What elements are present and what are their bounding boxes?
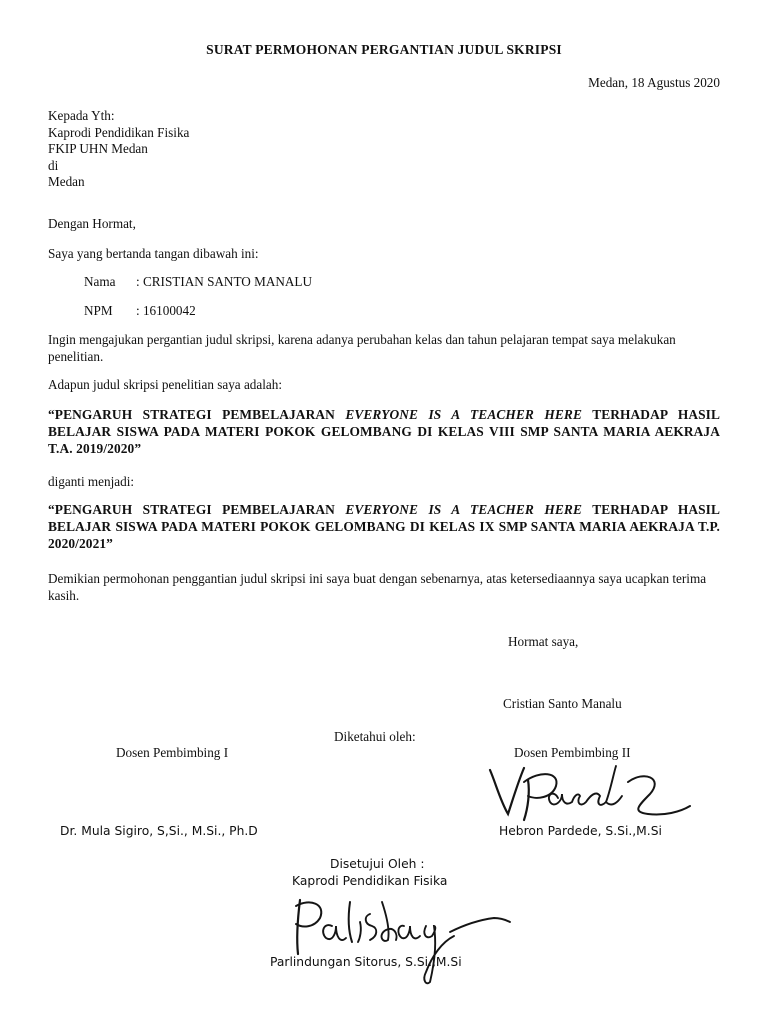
name-label: Nama bbox=[84, 274, 116, 289]
approved-by-label: Disetujui Oleh : bbox=[330, 857, 425, 871]
intro-text: Saya yang bertanda tangan dibawah ini: bbox=[48, 246, 259, 261]
recipient-line: FKIP UHN Medan bbox=[48, 141, 148, 156]
advisor2-name: Hebron Pardede, S.Si.,M.Si bbox=[499, 824, 662, 838]
advisor2-signature bbox=[488, 762, 698, 824]
npm-label: NPM bbox=[84, 303, 113, 318]
old-thesis-title bbox=[48, 406, 720, 457]
recipient-line: Kepada Yth: bbox=[48, 108, 115, 123]
head-role: Kaprodi Pendidikan Fisika bbox=[292, 874, 448, 888]
old-title-part: TERHADAP HASIL BELAJAR SISWA PADA MATERI POKOK GELOMBANG DI KELAS VIII SMP SANTA MARIA AEKRAJA T.A. 2019/2020” bbox=[48, 407, 720, 456]
old-title-part: “PENGARUH STRATEGI PEMBELAJARAN bbox=[48, 407, 346, 422]
recipient-block bbox=[48, 108, 189, 191]
new-title-italic: EVERYONE IS A TEACHER HERE bbox=[345, 502, 582, 517]
name-value: : CRISTIAN SANTO MANALU bbox=[136, 274, 312, 289]
regards-text: Hormat saya, bbox=[508, 634, 579, 649]
request-paragraph: Ingin mengajukan pergantian judul skripsi, karena adanya perubahan kelas dan tahun pelajaran tempat saya melakukan penelitian. bbox=[48, 332, 676, 364]
head-signature bbox=[286, 896, 514, 988]
recipient-line: Kaprodi Pendidikan Fisika bbox=[48, 124, 190, 140]
greeting: Dengan Hormat, bbox=[48, 216, 136, 231]
advisor1-role: Dosen Pembimbing I bbox=[116, 745, 229, 760]
new-thesis-title bbox=[48, 501, 720, 552]
sender-name: Cristian Santo Manalu bbox=[503, 696, 622, 711]
recipient-line: di bbox=[48, 157, 59, 173]
recipient-line: Medan bbox=[48, 174, 85, 189]
letter-title: SURAT PERMOHONAN PERGANTIAN JUDUL SKRIPSI bbox=[206, 42, 562, 57]
npm-value: : 16100042 bbox=[136, 303, 196, 318]
npm-row bbox=[84, 303, 196, 320]
place-date: Medan, 18 Agustus 2020 bbox=[588, 75, 720, 90]
new-title-part: TERHADAP HASIL BELAJAR SISWA PADA MATERI POKOK GELOMBANG DI KELAS IX SMP SANTA MARIA AEKRAJA T.P. 2020/2021” bbox=[48, 502, 720, 551]
old-title-intro: Adapun judul skripsi penelitian saya adalah: bbox=[48, 377, 283, 392]
advisor2-role: Dosen Pembimbing II bbox=[514, 745, 631, 760]
old-title-italic: EVERYONE IS A TEACHER HERE bbox=[345, 407, 582, 422]
head-name: Parlindungan Sitorus, S.Si.,M.Si bbox=[270, 955, 462, 969]
new-title-part: “PENGARUH STRATEGI PEMBELAJARAN bbox=[48, 502, 346, 517]
replaced-by-text: diganti menjadi: bbox=[48, 474, 135, 489]
name-row bbox=[84, 274, 312, 291]
closing-paragraph: Demikian permohonan penggantian judul skripsi ini saya buat dengan sebenarnya, atas ketersediaannya saya ucapkan terima kasih. bbox=[48, 571, 707, 603]
advisor1-name: Dr. Mula Sigiro, S,Si., M.Si., Ph.D bbox=[60, 824, 258, 838]
known-by-label: Diketahui oleh: bbox=[334, 729, 416, 744]
